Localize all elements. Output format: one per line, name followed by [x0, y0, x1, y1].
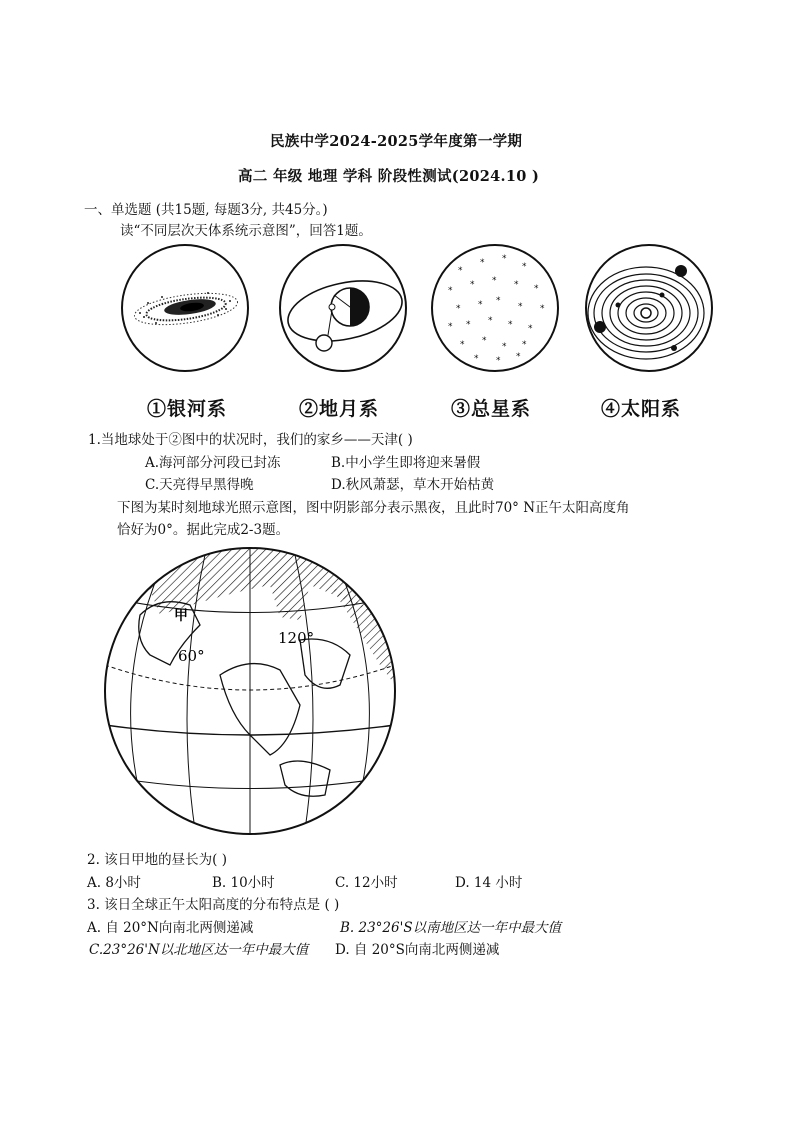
question-3-option-b[interactable]: B. 23°26'S以南地区达一年中最大值: [340, 920, 562, 936]
question-3-option-d[interactable]: D. 自 20°S向南北两侧递减: [335, 942, 500, 958]
section-heading: 一、单选题 (共15题, 每题3分, 共45分。): [84, 202, 328, 218]
svg-text:*: *: [456, 304, 461, 314]
label-galaxy: ①银河系: [147, 398, 228, 420]
svg-text:*: *: [448, 322, 453, 332]
svg-text:*: *: [528, 324, 533, 334]
question-1-option-c[interactable]: C.天亮得早黑得晚: [145, 477, 254, 493]
question-1-option-b[interactable]: B.中小学生即将迎来暑假: [331, 455, 481, 471]
question-1-option-a[interactable]: A.海河部分河段已封冻: [145, 455, 281, 471]
svg-text:*: *: [508, 320, 513, 330]
svg-text:*: *: [516, 352, 521, 362]
svg-text:*: *: [502, 254, 507, 264]
svg-text:*: *: [448, 286, 453, 296]
passage-line-1: 下图为某时刻地球光照示意图，图中阴影部分表示黑夜，且此时70° N正午太阳高度角: [117, 500, 630, 516]
question-2-option-c[interactable]: C. 12小时: [335, 875, 398, 891]
universe-diagram: [430, 243, 560, 373]
question-2-option-a[interactable]: A. 8小时: [87, 875, 141, 891]
svg-text:*: *: [458, 266, 463, 276]
svg-text:*: *: [514, 280, 519, 290]
question-2-option-d[interactable]: D. 14 小时: [455, 875, 523, 891]
svg-text:*: *: [502, 342, 507, 352]
school-term-title: 民族中学2024-2025学年度第一学期: [270, 133, 523, 150]
svg-text:*: *: [460, 340, 465, 350]
question-1-stem: 1.当地球处于②图中的状况时，我们的家乡——天津( ): [88, 432, 413, 448]
svg-text:*: *: [482, 336, 487, 346]
svg-text:*: *: [470, 280, 475, 290]
passage-line-2: 恰好为0°。据此完成2-3题。: [117, 522, 290, 538]
question-3-option-a[interactable]: A. 自 20°N向南北两侧递减: [87, 920, 254, 936]
label-solar-system: ④太阳系: [601, 398, 682, 420]
question-3-stem: 3. 该日全球正午太阳高度的分布特点是 ( ): [87, 897, 340, 913]
exam-title: 高二 年级 地理 学科 阶段性测试(2024.10 ): [238, 168, 540, 185]
question-2-option-b[interactable]: B. 10小时: [212, 875, 275, 891]
solar-system-diagram: [584, 243, 714, 373]
svg-text:*: *: [474, 354, 479, 364]
svg-text:*: *: [518, 302, 523, 312]
question-2-stem: 2. 该日甲地的昼长为( ): [87, 852, 227, 868]
galaxy-diagram: [120, 243, 250, 373]
globe-label-120: 120°: [278, 629, 315, 647]
svg-text:*: *: [522, 262, 527, 272]
label-universe: ③总星系: [451, 398, 532, 420]
svg-text:*: *: [496, 296, 501, 306]
svg-text:*: *: [480, 258, 485, 268]
globe-label-jia: 甲: [174, 608, 188, 624]
earth-moon-diagram: [278, 243, 408, 373]
globe-label-60: 60°: [178, 647, 205, 665]
svg-text:*: *: [522, 340, 527, 350]
label-earth-moon: ②地月系: [299, 398, 380, 420]
svg-text:*: *: [478, 300, 483, 310]
globe-illumination-diagram: [100, 545, 400, 840]
svg-text:*: *: [492, 276, 497, 286]
svg-text:*: *: [534, 284, 539, 294]
svg-text:*: *: [540, 304, 545, 314]
question-1-option-d[interactable]: D.秋风萧瑟，草木开始枯黄: [331, 477, 495, 493]
svg-text:*: *: [496, 356, 501, 366]
svg-text:*: *: [488, 316, 493, 326]
svg-text:*: *: [466, 320, 471, 330]
section-intro: 读“不同层次天体系统示意图”，回答1题。: [120, 223, 372, 239]
question-3-option-c[interactable]: C.23°26'N以北地区达一年中最大值: [89, 942, 309, 958]
